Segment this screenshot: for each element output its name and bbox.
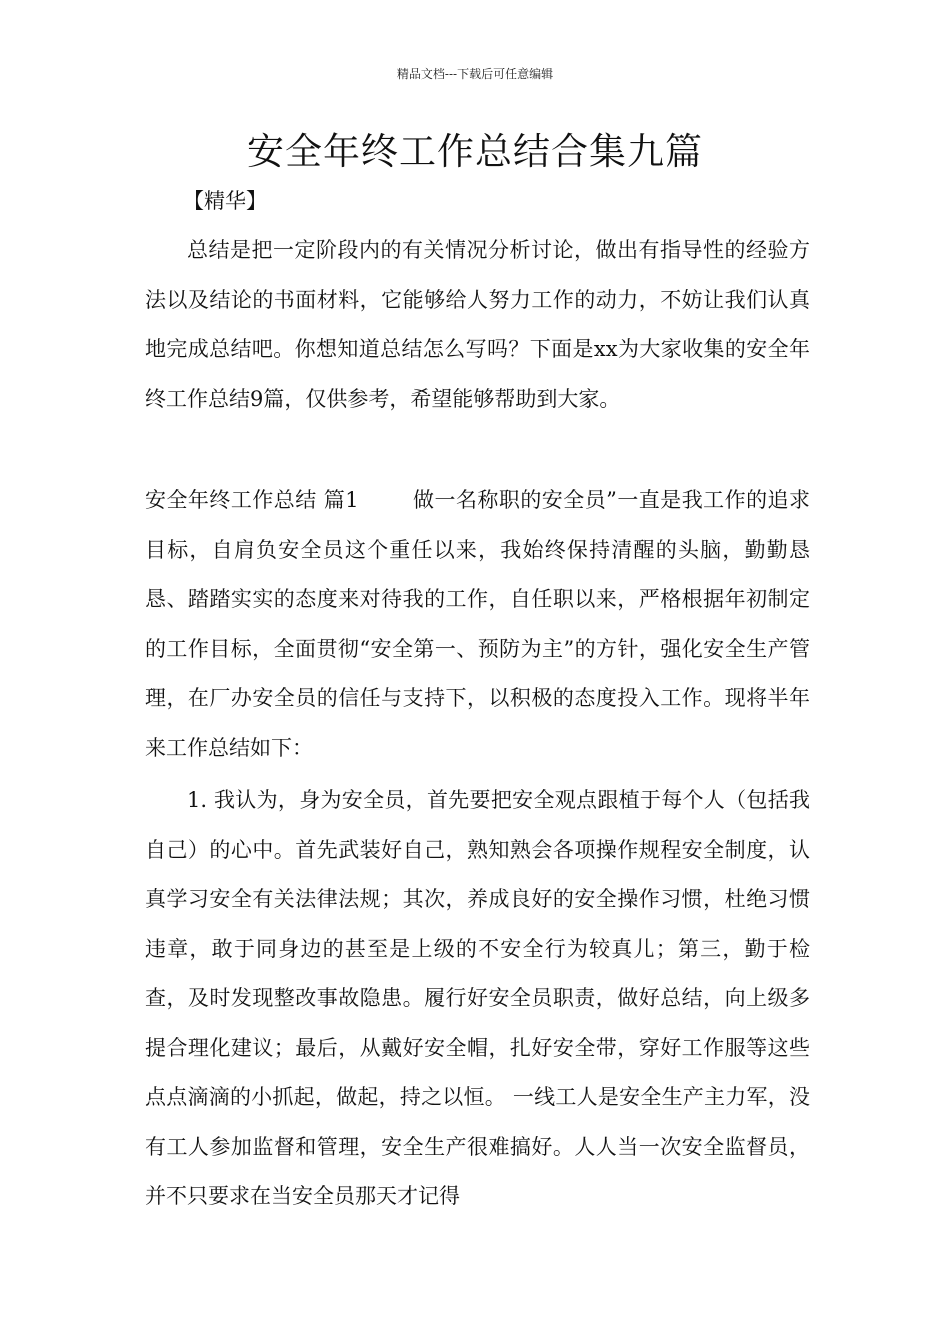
- item-1-paragraph: 1. 我认为，身为安全员，首先要把安全观点跟植于每个人（包括我自己）的心中。首先武装好自己，熟知熟会各项操作规程安全制度，认真学习安全有关法律法规；其次，养成良好的安全操作习惯，杜绝习惯违章，敢于同身边的甚至是上级的不安全行为较真儿；第三，勤于检查，及时发现整改事故隐患。履行好安全员职责，做好总结，向上级多提合理化建议；最后，从戴好安全帽，扎好安全带，穿好工作服等这些点点滴滴的小抓起，做起，持之以恒。 一线工人是安全生产主力军，没有工人参加监督和管理，安全生产很难搞好。人人当一次安全监督员，并不只要求在当安全员那天才记得: [145, 788, 810, 1208]
- document-title: 安全年终工作总结合集九篇: [247, 130, 703, 173]
- document-tag: 【精华】: [183, 189, 267, 213]
- intro-paragraph: 总结是把一定阶段内的有关情况分析讨论，做出有指导性的经验方法以及结论的书面材料，它能够给人努力工作的动力，不妨让我们认真地完成总结吧。你想知道总结怎么写吗？下面是xx为大家收集的安全年终工作总结9篇，仅供参考，希望能够帮助到大家。: [145, 238, 810, 411]
- page-header: 精品文档---下载后可任意编辑: [396, 67, 554, 81]
- section-1-heading: 安全年终工作总结 篇1: [145, 488, 359, 512]
- section-1-text: 做一名称职的安全员”一直是我工作的追求目标，自肩负安全员这个重任以来，我始终保持清醒的头脑，勤勤恳恳、踏踏实实的态度来对待我的工作，自任职以来，严格根据年初制定的工作目标，全面贯彻“安全第一、预防为主”的方针，强化安全生产管理，在厂办安全员的信任与支持下，以积极的态度投入工作。现将半年来工作总结如下：: [145, 488, 810, 760]
- section-1-paragraph: [145, 476, 810, 773]
